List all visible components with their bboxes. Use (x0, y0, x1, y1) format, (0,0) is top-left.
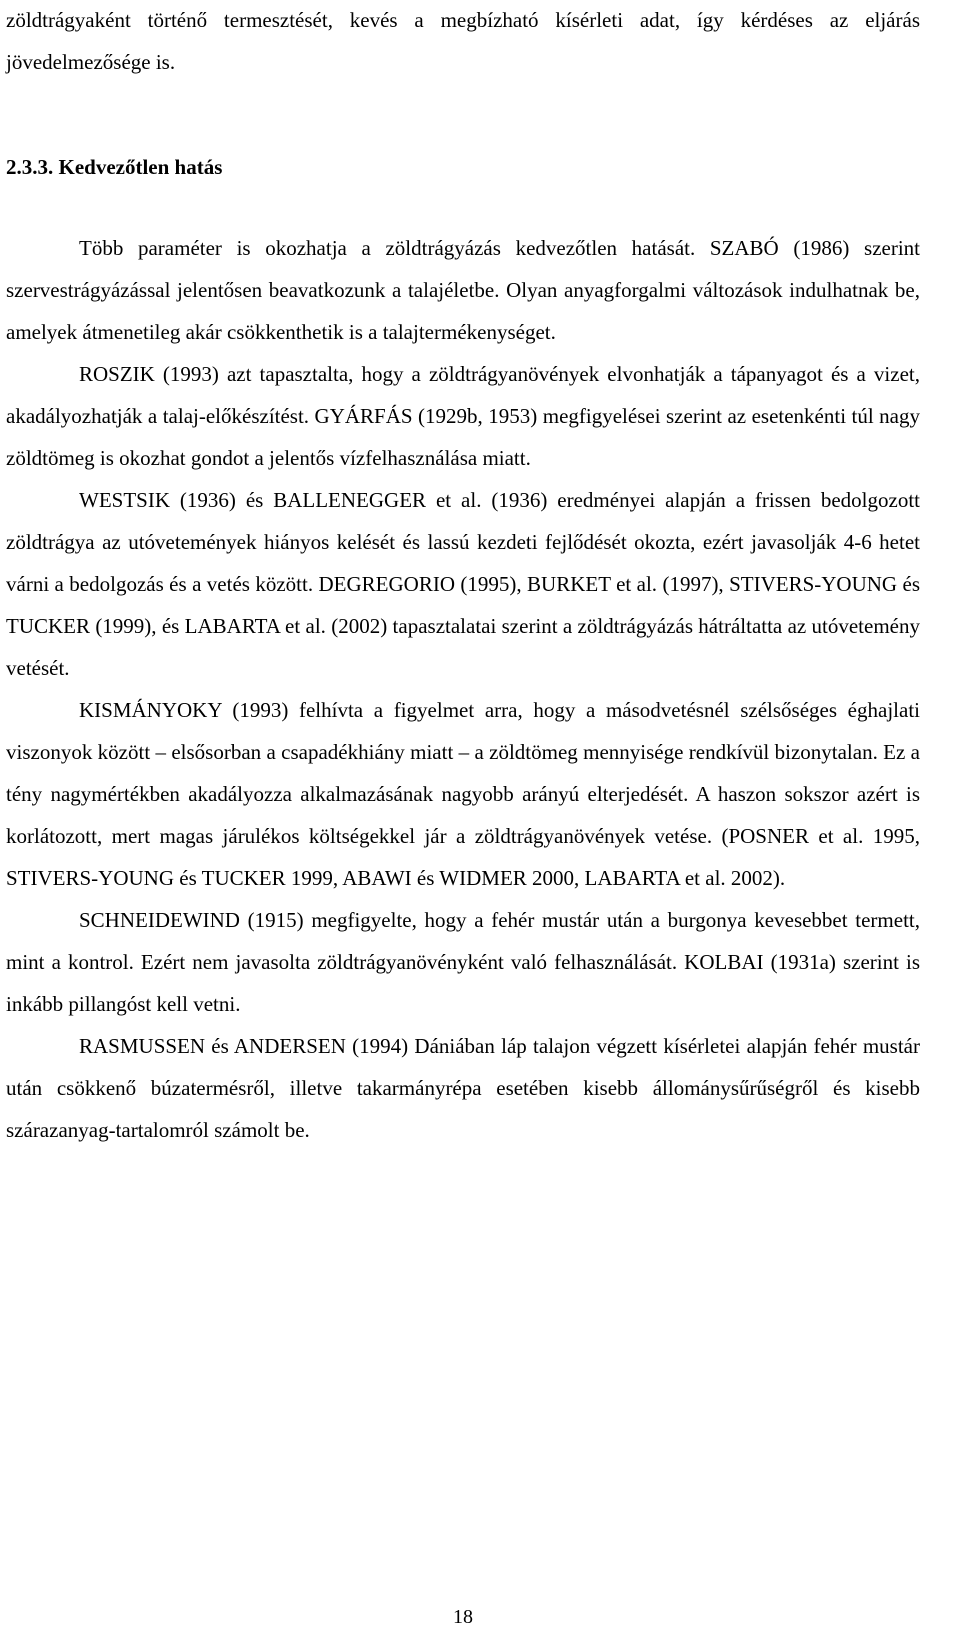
paragraph-5: SCHNEIDEWIND (1915) megfigyelte, hogy a fehér mustár után a burgonya kevesebbet termett, mint a kontrol. Ezért nem javasolta zöldtrágyanövényként való felhasználását. KOLBAI (1931a) szerint is inkább pillangóst kell vetni. (6, 908, 920, 1016)
paragraph-6: RASMUSSEN és ANDERSEN (1994) Dániában láp talajon végzett kísérletei alapján fehér mustár után csökkenő búzatermésről, illetve takarmányrépa esetében kisebb állománysűrűségről és kisebb szárazanyag-tartalomról számolt be. (6, 1034, 920, 1142)
paragraph-1: Több paraméter is okozhatja a zöldtrágyázás kedvezőtlen hatását. SZABÓ (1986) szerint szervestrágyázással jelentősen beavatkozunk a talajéletbe. Olyan anyagforgalmi változások indulhatnak be, amelyek átmenetileg akár csökkenthetik is a talajtermékenységet. (6, 236, 920, 344)
document-page (6, 0, 920, 1640)
paragraph-2: ROSZIK (1993) azt tapasztalta, hogy a zöldtrágyanövények elvonhatják a tápanyagot és a vizet, akadályozhatják a talaj-előkészítést. GYÁRFÁS (1929b, 1953) megfigyelései szerint az esetenkénti túl nagy zöldtömeg is okozhat gondot a jelentős vízfelhasználása miatt. (6, 362, 920, 470)
body-text (6, 227, 920, 1151)
paragraph-3: WESTSIK (1936) és BALLENEGGER et al. (1936) eredményei alapján a frissen bedolgozott zöldtrágya az utóvetemények hiányos kelését és lassú kezdeti fejlődését okozta, ezért javasolják 4-6 hetet várni a bedolgozás és a vetés között. DEGREGORIO (1995), BURKET et al. (1997), STIVERS-YOUNG és TUCKER (1999), és LABARTA et al. (2002) tapasztalatai szerint a zöldtrágyázás hátráltatta az utóvetemény vetését. (6, 488, 920, 680)
section-heading: 2.3.3. Kedvezőtlen hatás (6, 155, 223, 179)
paragraph-4: KISMÁNYOKY (1993) felhívta a figyelmet arra, hogy a másodvetésnél szélsőséges éghajlati viszonyok között – elsősorban a csapadékhiány miatt – a zöldtömeg mennyisége rendkívül bizonytalan. Ez a tény nagymértékben akadályozza alkalmazásának nagyobb arányú elterjedését. A haszon sokszor azért is korlátozott, mert magas járulékos költségekkel jár a zöldtrágyanövények vetése. (POSNER et al. 1995, STIVERS-YOUNG és TUCKER 1999, ABAWI és WIDMER 2000, LABARTA et al. 2002). (6, 698, 920, 890)
page-number: 18 (453, 1606, 473, 1628)
continuation-paragraph: zöldtrágyaként történő termesztését, kevés a megbízható kísérleti adat, így kérdéses az eljárás jövedelmezősége is. (6, 8, 920, 74)
